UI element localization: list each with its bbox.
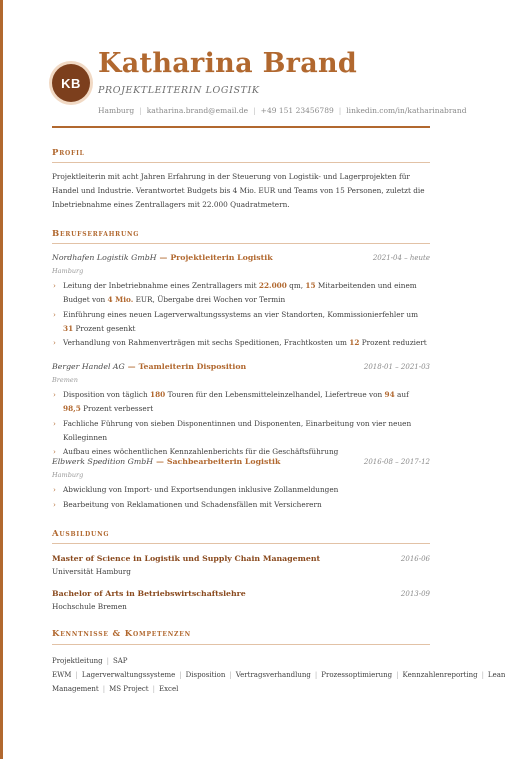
bullet-marker-icon: › (53, 419, 56, 428)
bullet-marker-icon: › (53, 500, 56, 509)
skill-item: Excel (158, 685, 179, 693)
highlight-number: 180 (150, 390, 166, 399)
separator: | (338, 106, 342, 115)
separator: | (75, 671, 78, 679)
dash: — (156, 457, 164, 466)
bullet-marker-icon: › (53, 282, 56, 290)
bullet-text: Disposition von täglich (63, 390, 151, 399)
header-divider (52, 126, 430, 128)
section-title-profile: Profil (52, 148, 85, 158)
education-school: Universität Hamburg (52, 567, 131, 576)
bullet-text: Aufbau eines wöchentlichen Kennzahlenberichts für die Geschäftsführung (63, 447, 339, 456)
bullet-text: Bearbeitung von Reklamationen und Schadensfällen mit Versicherern (63, 499, 322, 509)
bullet-text: Touren für den Lebensmitteleinzelhandel, Liefertreue von (165, 390, 385, 399)
separator: | (106, 657, 109, 665)
section-divider (52, 243, 430, 244)
bullet-text: qm, (286, 281, 306, 290)
bullet-text: Leitung der Inbetriebnahme eines Zentrallagers mit (63, 281, 259, 290)
separator: | (253, 106, 256, 115)
education-date: 2013-09 (400, 590, 430, 598)
job-heading (52, 457, 280, 466)
separator: | (481, 671, 484, 679)
skills-line (52, 654, 430, 668)
job-company: Nordhafen Logistik GmbH (52, 253, 157, 262)
skills-list (52, 654, 505, 696)
bullet-text: Abwicklung von Import- und Exportsendungen inklusive Zollanmeldungen (63, 485, 339, 494)
job-position: Projektleiterin Logistik (170, 253, 273, 262)
bullet-item (52, 308, 428, 336)
bullet-text: auf (394, 390, 409, 399)
job-company: Elbwerk Spedition GmbH (52, 457, 154, 466)
skill-item: Disposition (185, 671, 226, 679)
highlight-number: 94 (384, 390, 395, 399)
job-role: PROJEKTLEITERIN LOGISTIK (98, 85, 260, 96)
contact-email[interactable]: katharina.brand@email.de (146, 106, 249, 115)
separator: | (396, 671, 399, 679)
job-date: 2018-01 – 2021-03 (363, 363, 430, 371)
job-heading (52, 253, 273, 262)
bullet-marker-icon: › (53, 486, 56, 494)
bullet-item (52, 498, 428, 512)
skill-item: Prozessoptimierung (321, 671, 393, 679)
separator: | (152, 685, 155, 693)
contact-linkedin[interactable]: linkedin.com/in/katharinabrand (346, 106, 467, 115)
bullet-text: EUR, Übergabe drei Wochen vor Termin (133, 295, 286, 304)
dash: — (127, 362, 136, 371)
job-heading (52, 362, 246, 371)
separator: | (229, 671, 232, 679)
job-position: Sachbearbeiterin Logistik (166, 457, 281, 466)
job-bullets (52, 483, 428, 512)
job-location: Bremen (52, 376, 78, 384)
bullet-marker-icon: › (53, 310, 56, 319)
job-date: 2021-04 – heute (372, 254, 430, 262)
skill-item: Kennzahlenreporting (402, 671, 478, 679)
job-date: 2016-08 – 2017-12 (363, 458, 430, 466)
bullet-item (52, 417, 428, 445)
highlight-number: 15 (305, 281, 316, 290)
bullet-marker-icon: › (53, 448, 56, 456)
section-title-experience: Berufserfahrung (52, 229, 140, 239)
left-accent-rule (0, 0, 3, 759)
separator: | (139, 106, 142, 115)
section-title-skills: Kenntnisse & Kompetenzen (52, 629, 191, 639)
job-location: Hamburg (52, 471, 84, 479)
separator: | (179, 671, 182, 679)
job-company: Berger Handel AG (52, 362, 125, 371)
skill-item: MS Project (109, 685, 149, 693)
bullet-item (52, 388, 428, 416)
highlight-number: 98,5 (63, 404, 81, 413)
bullet-text: Einführung eines neuen Lagerverwaltungssystems an vier Standorten, Kommissionierfehler um (63, 309, 418, 319)
avatar-initials: KB (61, 75, 81, 91)
education-date: 2016-06 (400, 555, 430, 563)
skill-item: Lagerverwaltungssysteme (81, 671, 176, 679)
highlight-number: 31 (63, 323, 74, 333)
contact-phone[interactable]: +49 151 23456789 (260, 106, 334, 115)
bullet-text: Fachliche Führung von sieben Disponentinnen und Disponenten, Einarbeitung von vier neuen Kolleginnen (63, 418, 412, 442)
job-bullets (52, 388, 428, 460)
skill-item: Lean Management (52, 671, 505, 693)
bullet-text: Verhandlung von Rahmenverträgen mit sechs Speditionen, Frachtkosten um (63, 338, 350, 347)
education-degree: Bachelor of Arts in Betriebswirtschaftslehre (52, 589, 246, 598)
skill-item: SAP (112, 657, 128, 665)
separator: | (102, 685, 106, 693)
section-title-education: Ausbildung (52, 529, 110, 539)
skills-line (52, 668, 505, 696)
job-position: Teamleiterin Disposition (138, 362, 247, 371)
education-degree: Master of Science in Logistik und Supply Chain Management (52, 554, 321, 563)
avatar (52, 64, 90, 102)
bullet-text: Prozent gesenkt (73, 323, 136, 333)
contact-city: Hamburg (98, 106, 135, 115)
section-divider (52, 162, 430, 163)
highlight-number: 4 Mio. (107, 295, 134, 304)
bullet-text: Prozent reduziert (359, 338, 427, 347)
highlight-number: 22.000 (258, 281, 287, 290)
skill-item: Projektleitung (52, 657, 103, 665)
section-divider (52, 644, 430, 645)
separator: | (314, 671, 318, 679)
job-bullets (52, 279, 428, 351)
job-location: Hamburg (52, 267, 84, 275)
skill-item: EWM (52, 671, 72, 679)
candidate-name: Katharina Brand (98, 48, 358, 79)
skill-item: Vertragsverhandlung (235, 671, 311, 679)
bullet-text: Prozent verbessert (80, 404, 154, 413)
profile-summary: Projektleiterin mit acht Jahren Erfahrung in der Steuerung von Logistik- und Lagerprojekten für Handel und Industrie. Verantwortet Budgets bis 4 Mio. EUR und Teams von 15 Personen, zuletzt die Inbetriebnahme eines Zentrallagers mit 22.000 Quadratmetern. (52, 172, 425, 209)
bullet-marker-icon: › (53, 339, 56, 347)
highlight-number: 12 (349, 338, 360, 347)
education-school: Hochschule Bremen (52, 602, 127, 611)
bullet-item (52, 336, 428, 350)
contact-line (98, 106, 467, 115)
bullet-item (52, 483, 428, 497)
bullet-item (52, 279, 428, 307)
bullet-marker-icon: › (53, 391, 56, 399)
dash: — (159, 253, 168, 262)
bullet-text: Mitarbeitenden und einem Budget von (63, 281, 417, 304)
section-divider (52, 543, 430, 544)
